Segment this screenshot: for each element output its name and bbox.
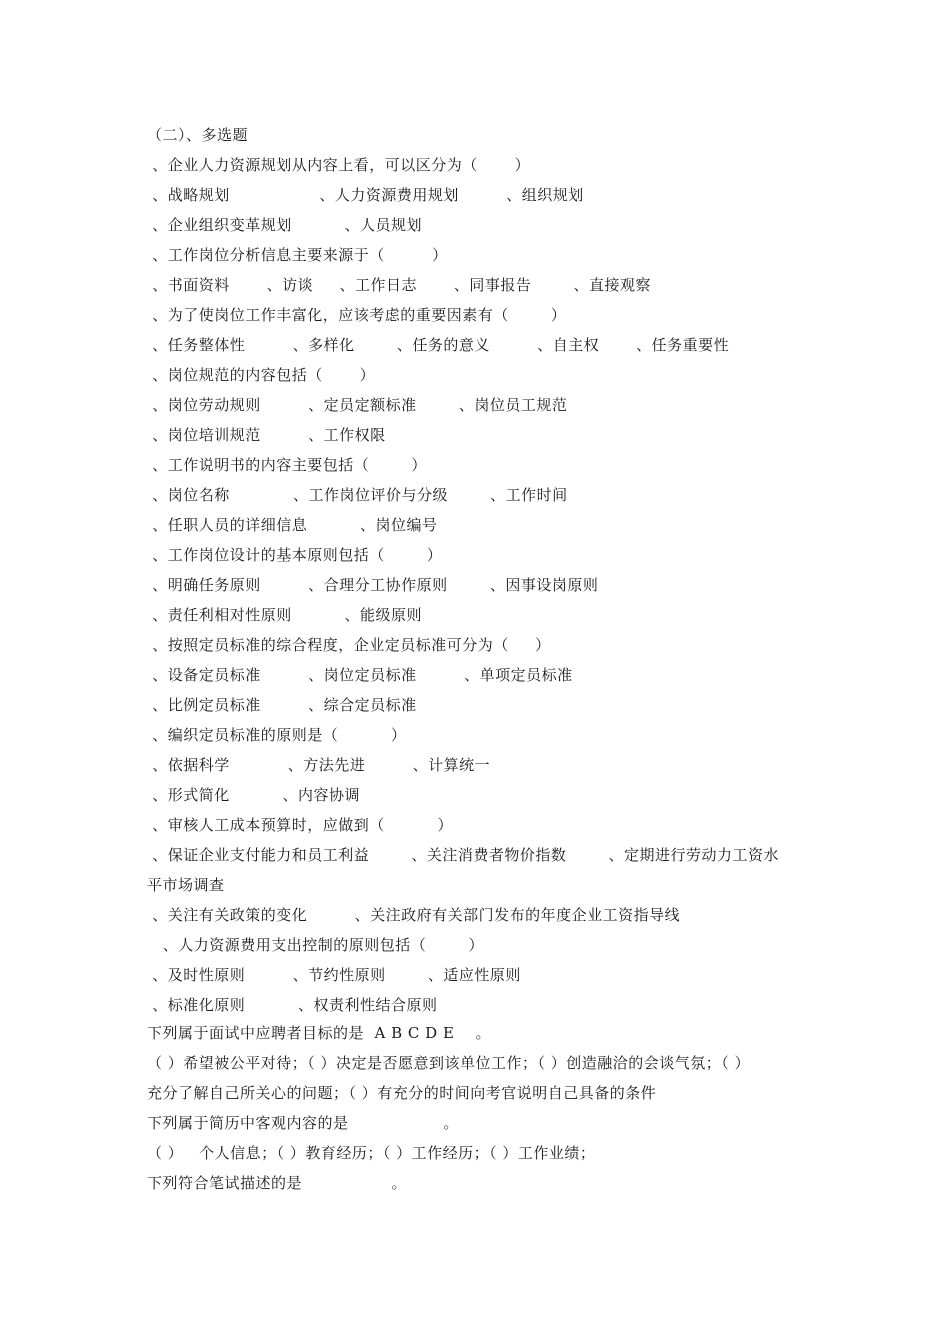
options-1a: 、战略规划 、人力资源费用规划 、组织规划	[147, 186, 584, 204]
options-4b: 、岗位培训规范 、工作权限	[147, 426, 386, 444]
options-4a: 、岗位劳动规则 、定员定额标准 、岗位员工规范	[147, 396, 568, 414]
options-6b: 、责任利相对性原则 、能级原则	[147, 606, 422, 624]
options-10a: 、及时性原则 、节约性原则 、适应性原则	[147, 966, 521, 984]
options-2: 、书面资料 、访谈 、工作日志 、同事报告 、直接观察	[147, 276, 652, 294]
options-7a: 、设备定员标准 、岗位定员标准 、单项定员标准	[147, 666, 573, 684]
question-9: 、审核人工成本预算时，应做到（ ）	[147, 816, 453, 834]
options-9a: 、保证企业支付能力和员工利益 、关注消费者物价指数 、定期进行劳动力工资水	[147, 846, 780, 864]
options-interview-a: （ ）希望被公平对待；（ ）决定是否愿意到该单位工作；（ ）创造融洽的会谈气氛；（ ）	[147, 1054, 751, 1072]
question-5: 、工作说明书的内容主要包括（ ）	[147, 456, 427, 474]
question-3: 、为了使岗位工作丰富化，应该考虑的重要因素有（ ）	[147, 306, 567, 324]
question-resume: 下列属于简历中客观内容的是 。	[147, 1114, 459, 1132]
question-7: 、按照定员标准的综合程度，企业定员标准可分为（ ）	[147, 636, 551, 654]
question-interview: 下列属于面试中应聘者目标的是 A B C D E 。	[147, 1024, 491, 1042]
question-1: 、企业人力资源规划从内容上看，可以区分为（ ）	[147, 156, 531, 174]
options-resume: （ ） 个人信息；（ ）教育经历；（ ）工作经历；（ ）工作业绩；	[147, 1144, 596, 1162]
options-interview-b: 充分了解自己所关心的问题；（ ）有充分的时间向考官说明自己具备的条件	[147, 1084, 657, 1102]
options-1b: 、企业组织变革规划 、人员规划	[147, 216, 422, 234]
options-9b: 、关注有关政策的变化 、关注政府有关部门发布的年度企业工资指导线	[147, 906, 681, 924]
options-8a: 、依据科学 、方法先进 、计算统一	[147, 756, 491, 774]
options-3: 、任务整体性 、多样化 、任务的意义 、自主权 、任务重要性	[147, 336, 730, 354]
question-2: 、工作岗位分析信息主要来源于（ ）	[147, 246, 448, 264]
options-5b: 、任职人员的详细信息 、岗位编号	[147, 516, 438, 534]
question-10: 、人力资源费用支出控制的原则包括（ ）	[147, 936, 484, 954]
options-8b: 、形式简化 、内容协调	[147, 786, 360, 804]
options-10b: 、标准化原则 、权责利性结合原则	[147, 996, 438, 1014]
options-7b: 、比例定员标准 、综合定员标准	[147, 696, 417, 714]
question-8: 、编织定员标准的原则是（ ）	[147, 726, 407, 744]
options-6a: 、明确任务原则 、合理分工协作原则 、因事设岗原则	[147, 576, 599, 594]
options-9a-continued: 平市场调查	[147, 876, 225, 894]
question-4: 、岗位规范的内容包括（ ）	[147, 366, 376, 384]
options-5a: 、岗位名称 、工作岗位评价与分级 、工作时间	[147, 486, 568, 504]
section-heading: （二）、多选题	[147, 126, 249, 144]
question-written-test: 下列符合笔试描述的是 。	[147, 1174, 408, 1192]
question-6: 、工作岗位设计的基本原则包括（ ）	[147, 546, 443, 564]
